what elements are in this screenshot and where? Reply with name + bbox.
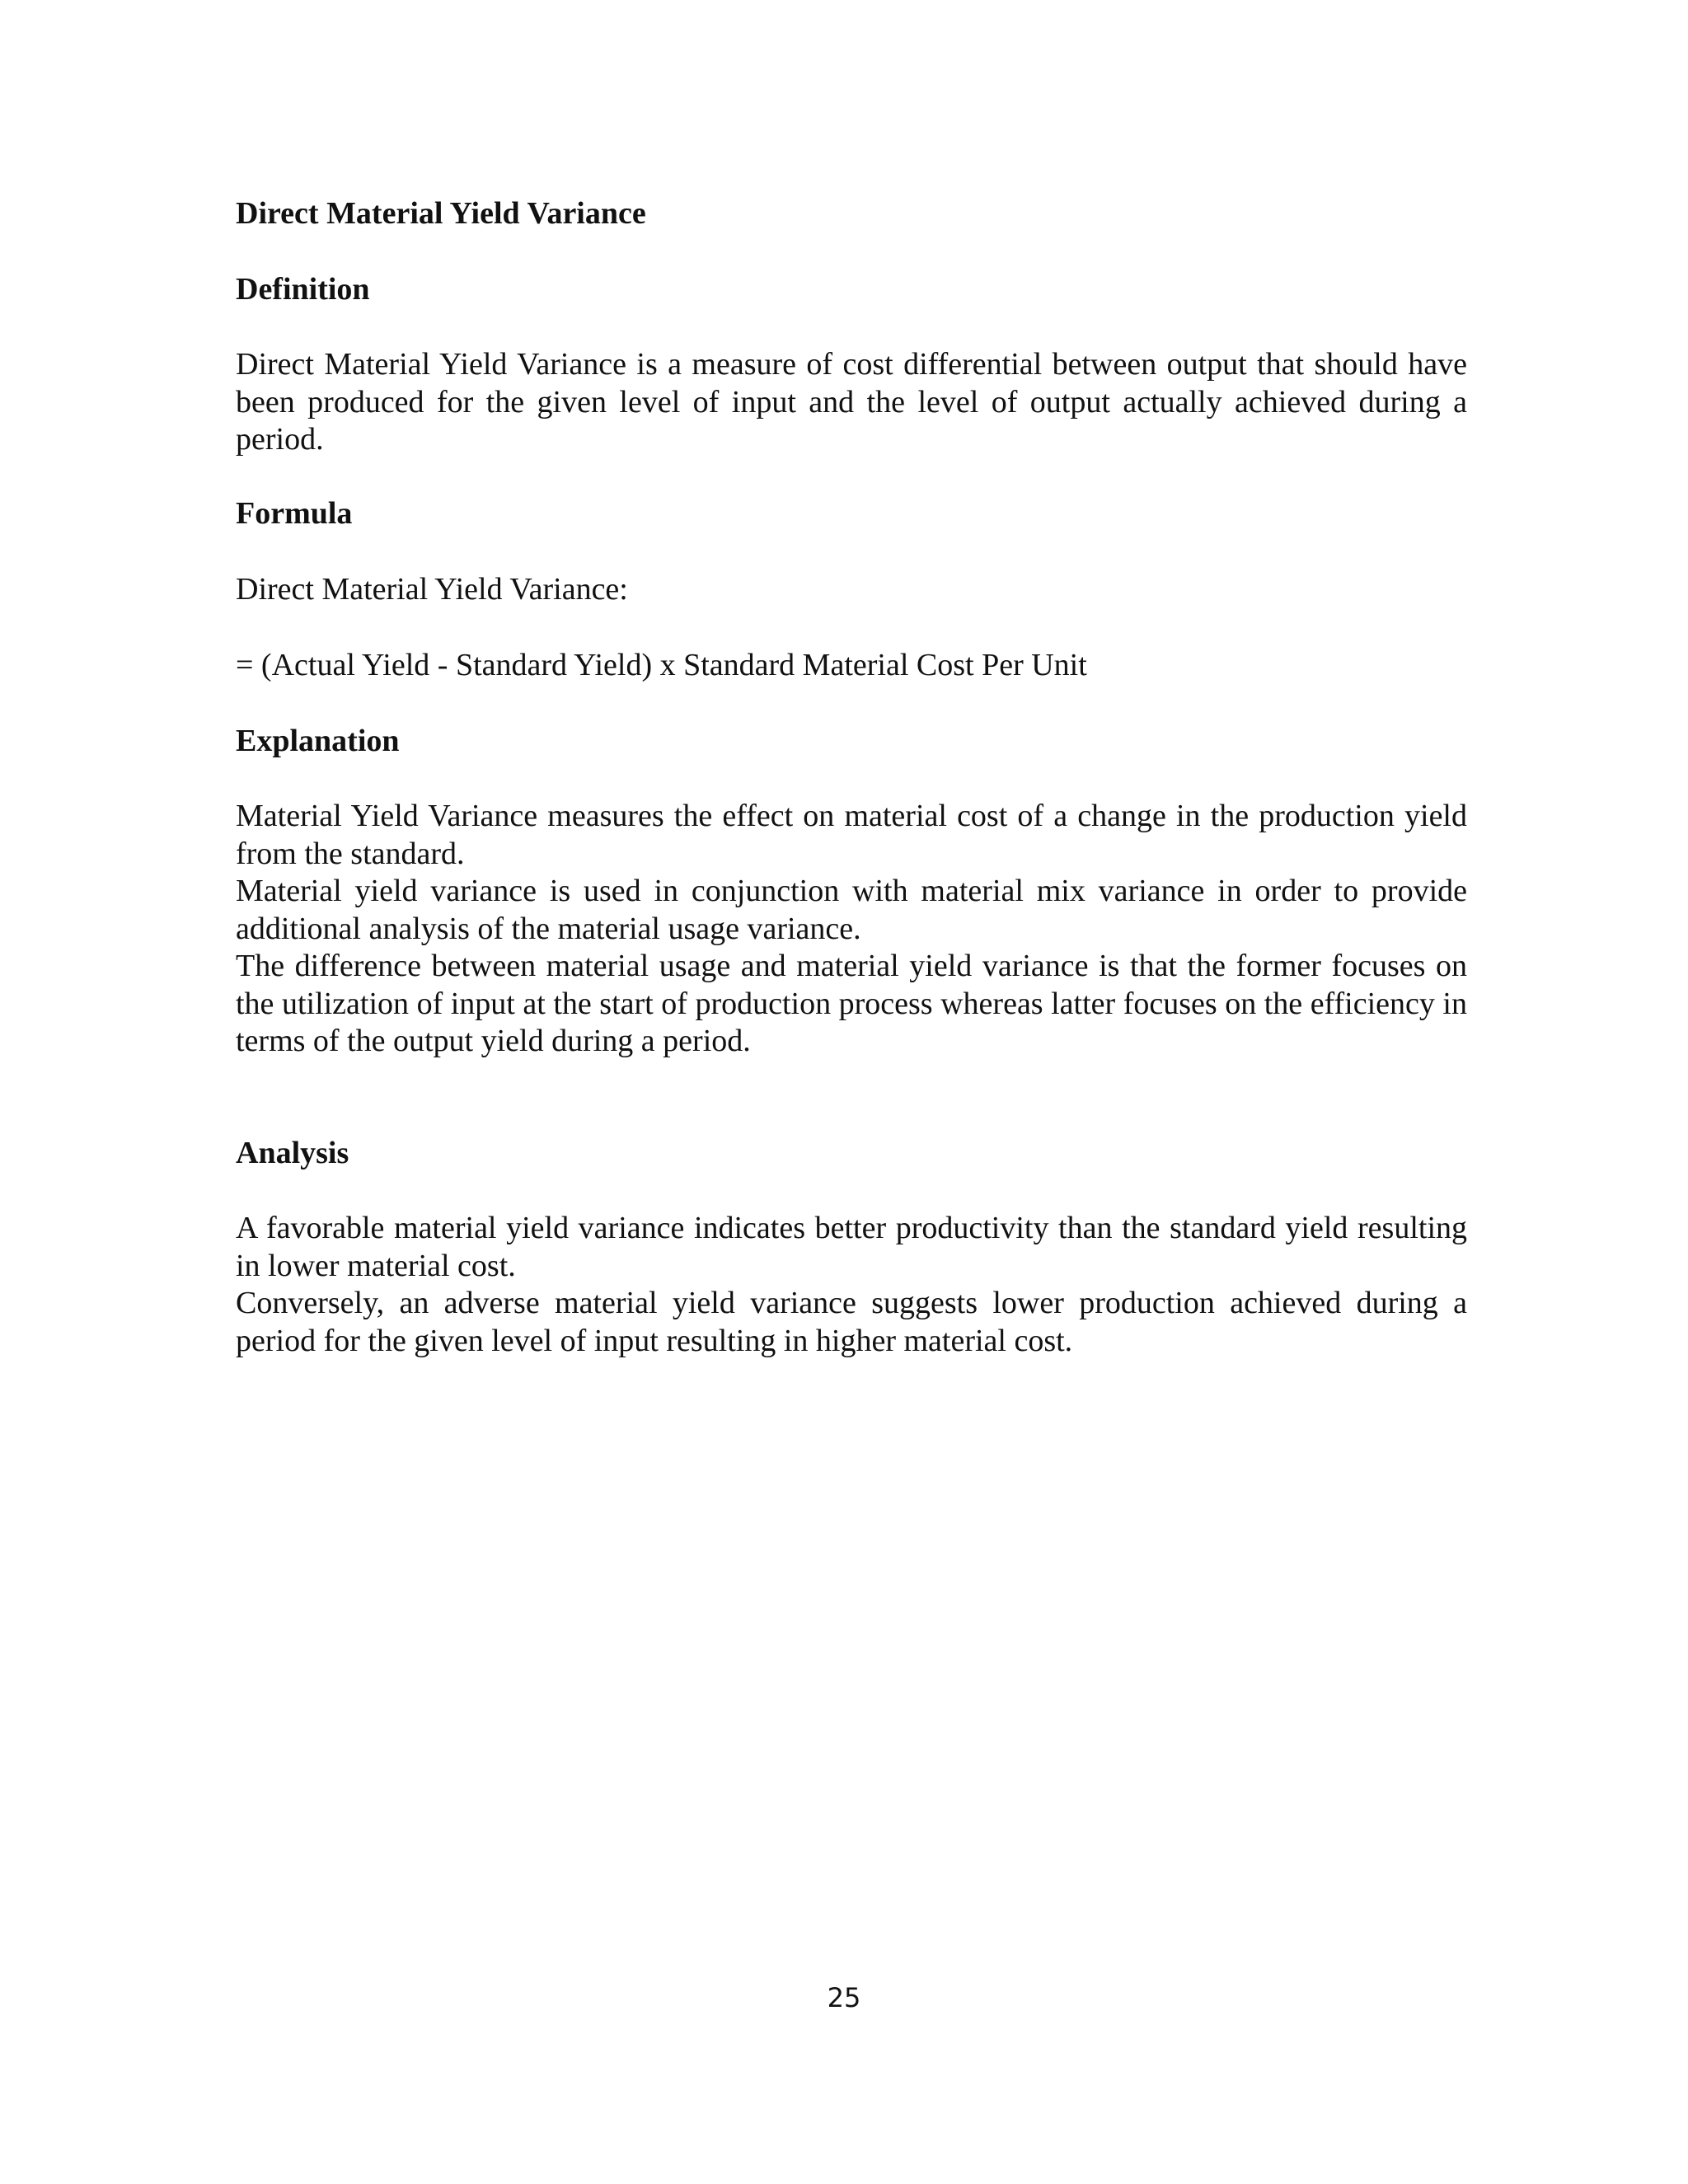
- page-number: 25: [827, 1982, 861, 2013]
- explanation-paragraph-2: Material yield variance is used in conjunction with material mix variance in order to provide additional analysis of the material usage variance.: [236, 874, 1467, 946]
- analysis-heading: Analysis: [236, 1136, 349, 1170]
- definition-heading: Definition: [236, 272, 370, 307]
- analysis-paragraph-1: A favorable material yield variance indicates better productivity than the standard yield resulting in lower material cost.: [236, 1211, 1467, 1283]
- definition-text: Direct Material Yield Variance is a measure of cost differential between output that should have been produced for the given level of input and the level of output actually achieved during a period.: [236, 347, 1467, 457]
- page-title: Direct Material Yield Variance: [236, 196, 646, 231]
- explanation-paragraph-3: The difference between material usage and material yield variance is that the former focuses on the utilization of input at the start of production process whereas latter focuses on the efficiency in terms of the output yield during a period.: [236, 949, 1467, 1058]
- formula-expression: = (Actual Yield - Standard Yield) x Standard Material Cost Per Unit: [236, 648, 1087, 682]
- explanation-heading: Explanation: [236, 724, 400, 758]
- formula-heading: Formula: [236, 496, 353, 531]
- explanation-paragraph-1: Material Yield Variance measures the effect on material cost of a change in the production yield from the standard.: [236, 799, 1467, 871]
- analysis-paragraph-2: Conversely, an adverse material yield variance suggests lower production achieved during a period for the given level of input resulting in higher material cost.: [236, 1286, 1467, 1358]
- formula-label: Direct Material Yield Variance:: [236, 572, 628, 607]
